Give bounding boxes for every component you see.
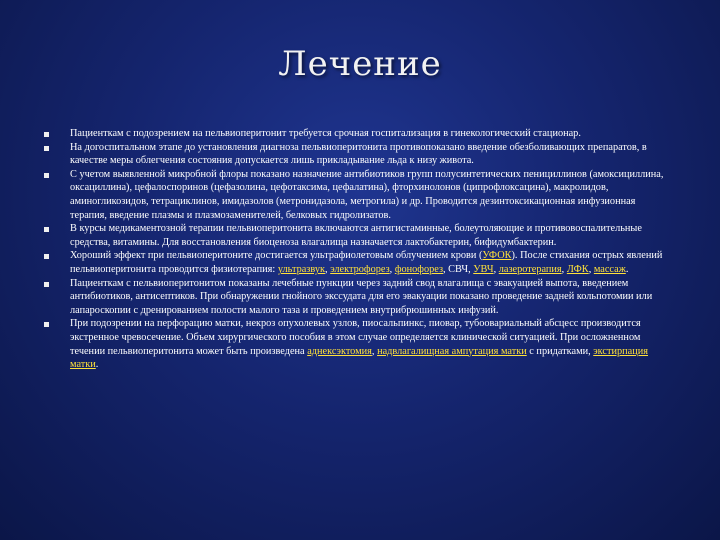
bullet-text: с придатками, xyxy=(526,345,594,357)
link-uhf[interactable]: УВЧ xyxy=(473,263,494,275)
separator-text: , xyxy=(493,263,499,275)
separator-text: , xyxy=(371,345,378,357)
square-bullet-icon xyxy=(44,322,49,327)
separator-text: , xyxy=(561,263,567,275)
separator-text: , xyxy=(325,263,331,275)
link-massage[interactable]: массаж xyxy=(593,263,626,275)
bullet-text: На догоспитальном этапе до установления диагноза пельвиоперитонита противопоказано введение обезболивающих препаратов, в качестве меры облегчения состояния допускается лишь прикладывание льда к низу живота. xyxy=(70,141,647,167)
bullet-item-physiotherapy xyxy=(42,249,672,276)
bullet-item-hospitalization xyxy=(42,127,672,141)
link-supravaginal-amputation[interactable]: надвлагалищная ампутация матки xyxy=(377,345,527,357)
link-laser-therapy[interactable]: лазеротерапия xyxy=(498,263,562,275)
bullet-text: Хороший эффект при пельвиоперитоните достигается ультрафиолетовым облучением крови ( xyxy=(70,250,483,262)
link-lfk[interactable]: ЛФК xyxy=(566,263,589,275)
square-bullet-icon xyxy=(44,173,49,178)
bullet-text: Пациенткам с пельвиоперитонитом показаны лечебные пункции через задний свод влагалища с эвакуацией выпота, введением антибиотиков, антисептиков. При обнаружении гнойного экссудата для его эвакуации показано проведение задней кольпотомии или лапароскопии с дренированием полости малого таза и проведением внутрибрюшинных инфузий. xyxy=(70,277,653,316)
square-bullet-icon xyxy=(44,132,49,137)
bullet-text: , СВЧ, xyxy=(443,263,474,275)
square-bullet-icon xyxy=(44,282,49,287)
square-bullet-icon xyxy=(44,254,49,259)
bullet-item-antibiotics xyxy=(42,168,672,222)
separator-text: , xyxy=(588,263,594,275)
bullet-item-prehospital xyxy=(42,141,672,168)
bullet-text: В курсы медикаментозной терапии пельвиоперитонита включаются антигистаминные, болеутоляющие и противовоспалительные средства, витамины. Для восстановления биоценоза влагалища назначается лактобактерин, бифидумбактерин. xyxy=(70,223,642,248)
slide-title: Лечение xyxy=(278,44,442,84)
bullet-text: При подозрении на перфорацию матки, некроз опухолевых узлов, пиосальпинкс, пиовар, тубоовариальный абсцесс производится экстренное чревосечение. Объем хирургического пособия в этом случае определяется клинической ситуацией. При осложненном течении пельвиоперитонита может быть произведена xyxy=(70,318,641,357)
bullet-text: Пациенткам с подозрением на пельвиоперитонит требуется срочная госпитализация в гинекологический стационар. xyxy=(70,128,581,139)
bullet-item-punctures xyxy=(42,277,672,318)
square-bullet-icon xyxy=(44,146,49,151)
link-ufok[interactable]: УФОК xyxy=(482,250,512,262)
bullet-text: С учетом выявленной микробной флоры показано назначение антибиотиков групп полусинтетических пенициллинов (амоксициллина, оксациллина), цефалоспоринов (цефазолина, цефотаксима, цефалатина), фторхинолонов (ципрофлоксацина), макролидов, аминогликозидов, тетрациклинов, имидазолов (метронидазола, метрогила) и др. Проводится дезинтоксикационная инфузионная терапия, введение плазмы и плазмозаменителей, белковых гидролизатов. xyxy=(70,168,664,221)
link-ultrasound[interactable]: ультразвук xyxy=(277,263,326,275)
square-bullet-icon xyxy=(44,227,49,232)
link-adnexectomy[interactable]: аднексэктомия xyxy=(307,345,372,357)
separator-text: . xyxy=(95,359,99,371)
separator-text: . xyxy=(625,263,629,275)
link-phonophoresis[interactable]: фонофорез xyxy=(394,263,444,275)
bullet-item-surgery xyxy=(42,317,672,371)
link-electrophoresis[interactable]: электрофорез xyxy=(330,263,390,275)
link-hysterectomy[interactable]: экстирпация матки xyxy=(70,345,648,371)
separator-text: , xyxy=(389,263,395,275)
bullet-text: ). После стихания острых явлений пельвиоперитонита проводится физиотерапия: xyxy=(70,250,663,275)
bullet-list xyxy=(42,127,672,372)
bullet-item-drug-therapy xyxy=(42,222,672,249)
